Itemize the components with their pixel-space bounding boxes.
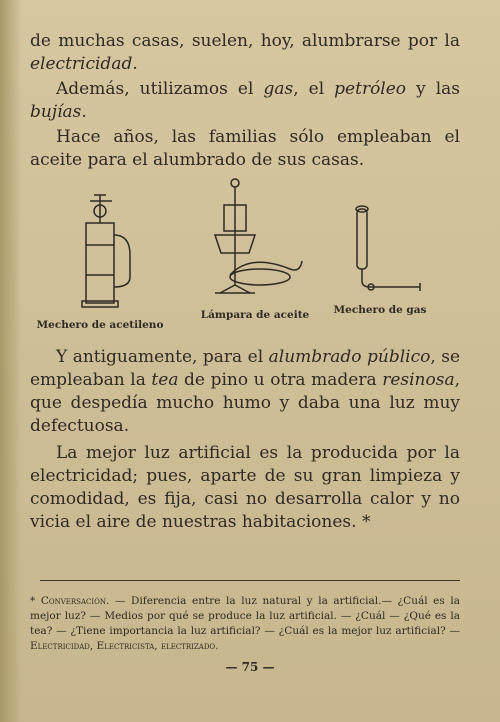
- para2-em3: bujías: [30, 102, 82, 122]
- para4-pre: Y antiguamente, para el: [56, 347, 269, 367]
- para4-em3: resinosa: [382, 370, 455, 390]
- para4-post: , que despedía mucho humo y daba una luz muy defectuosa.: [30, 370, 460, 436]
- para1-post: .: [132, 54, 138, 74]
- paragraph-2: [30, 78, 460, 124]
- footnote-star: *: [30, 595, 41, 607]
- paragraph-3: Hace años, las familias sólo empleaban el aceite para el alumbrado de sus casas.: [30, 127, 460, 170]
- footnote-words: Electricidad, Electricista, electrizado.: [30, 640, 219, 652]
- oil-lamp-icon: [190, 175, 320, 305]
- footnote-text: [30, 594, 460, 654]
- upper-text: [30, 30, 460, 172]
- para1-pre: la: [444, 31, 460, 51]
- illustrations: [30, 175, 470, 340]
- para2-em2: petróleo: [334, 79, 407, 99]
- footnote-label: Conversación.: [40, 595, 110, 607]
- figure-oil-lamp: [190, 175, 320, 321]
- paragraph-4: [30, 346, 460, 438]
- figure-acetylene: [30, 175, 170, 331]
- para2-em1: gas: [263, 79, 294, 99]
- page-number: — 75 —: [225, 660, 275, 674]
- figure-gas-burner: [325, 175, 435, 316]
- lower-text: [30, 346, 460, 534]
- para1-line1: de muchas casas, suelen, hoy, alumbrarse por: [30, 31, 438, 51]
- para2-mid2: y las: [406, 79, 461, 99]
- para4-em2: tea: [151, 370, 179, 390]
- para4-mid1: , se empleaban la: [30, 347, 461, 390]
- figure-caption-gas-burner: Mechero de gas: [333, 304, 427, 316]
- footnote: [30, 594, 460, 654]
- paragraph-5: La mejor luz artificial es la producida por la electricidad; pues, aparte de su gran limpieza y comodidad, es fija, casi no desarrolla calor y no vicia el aire de nuestras habitaciones. *: [30, 443, 460, 532]
- figure-caption-oil-lamp: Lámpara de aceite: [200, 309, 310, 321]
- acetylene-burner-icon: [30, 175, 170, 315]
- gas-burner-icon: [325, 175, 435, 300]
- page-gutter-shadow: [0, 0, 22, 722]
- footnote-body: — Diferencia entre la luz natural y la artificial.— ¿Cuál es la mejor luz? — Medios por qué se produce la luz artificial. — ¿Cuál — ¿Qué es la tea? — ¿Tiene importancia la luz artificial? — ¿Cuál es la mejor luz artificial? —: [30, 595, 460, 637]
- para4-em1: alumbrado público: [268, 347, 431, 367]
- footnote-divider: [40, 580, 460, 581]
- figure-caption-acetylene: Mechero de acetileno: [36, 319, 164, 331]
- para2-post: .: [81, 102, 87, 122]
- para2-mid1: , el: [293, 79, 335, 99]
- paragraph-1: [30, 30, 460, 76]
- para4-mid2: de pino u otra madera: [178, 370, 383, 390]
- para1-em: electricidad: [30, 54, 133, 74]
- para2-pre: Además, utilizamos el: [56, 79, 264, 99]
